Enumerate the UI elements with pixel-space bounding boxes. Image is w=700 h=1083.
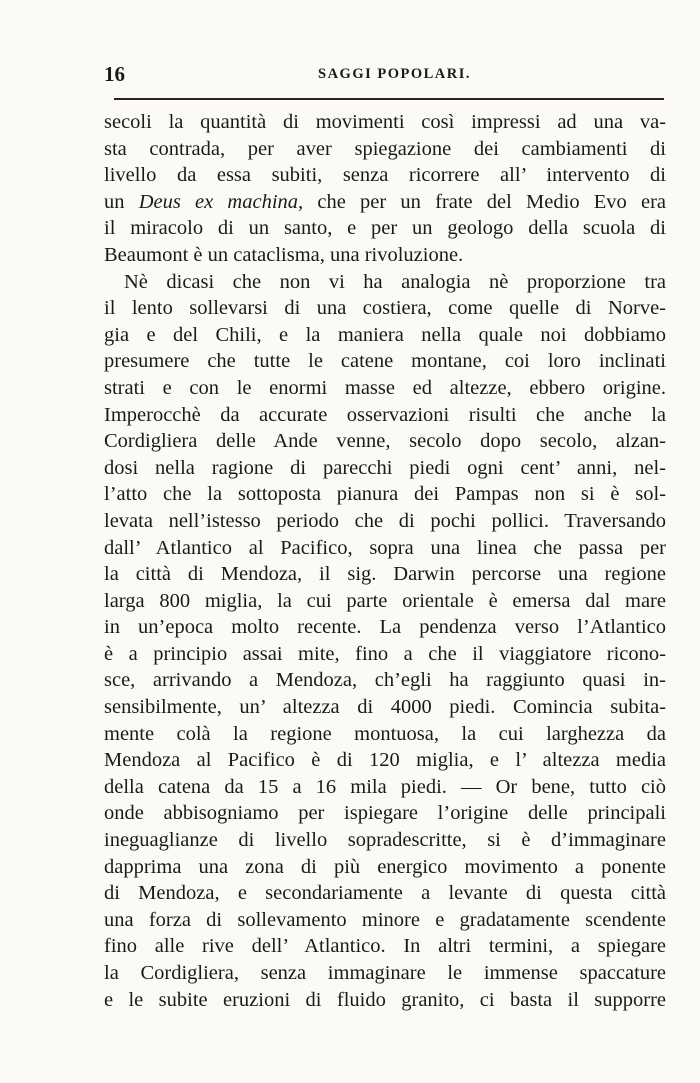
running-title: SAGGI POPOLARI. — [318, 66, 472, 82]
text-line: dapprima una zona di più energico movimento a ponente — [104, 855, 666, 878]
text-line: della catena da 15 a 16 mila piedi. — Or bene, tutto ciò — [104, 775, 666, 798]
text-line: strati e con le enormi masse ed altezze, ebbero origine. — [104, 376, 666, 399]
text-line: mente colà la regione montuosa, la cui larghezza da — [104, 722, 666, 745]
text-line: secoli la quantità di movimenti così impressi ad una va- — [104, 111, 666, 133]
text-line: larga 800 miglia, la cui parte orientale è emersa dal mare — [104, 589, 666, 612]
page-number: 16 — [104, 62, 125, 86]
text-line: sta contrada, per aver spiegazione dei cambiamenti di — [104, 137, 666, 160]
text-line: la Cordigliera, senza immaginare le immense spaccature — [104, 962, 666, 984]
page-header — [104, 62, 668, 88]
text-segment: che per un frate del Medio Evo era — [317, 190, 667, 213]
body-text — [104, 109, 666, 1013]
text-line: di Mendoza, e secondariamente a levante di questa città — [104, 882, 666, 905]
text-line: in un’epoca molto recente. La pendenza verso l’Atlantico — [104, 616, 666, 639]
text-line: il lento sollevarsi di una costiera, come quelle di Norve- — [104, 297, 666, 320]
header-rule — [114, 98, 664, 100]
text-line: Beaumont è un cataclisma, una rivoluzione. — [104, 243, 464, 266]
text-line: l’atto che la sottoposta pianura dei Pampas non si è sol- — [104, 483, 666, 506]
text-line: fino alle rive dell’ Atlantico. In altri termini, a spiegare — [104, 935, 666, 958]
paragraph-first-line: Nè dicasi che non vi ha analogia nè proporzione tra — [124, 270, 666, 293]
text-line: dall’ Atlantico al Pacifico, sopra una linea che passa per — [104, 536, 666, 559]
text-segment: un — [104, 190, 125, 213]
text-line: presumere che tutte le catene montane, coi loro inclinati — [104, 350, 666, 373]
text-line: gia e del Chili, e la maniera nella quale noi dobbiamo — [104, 323, 666, 346]
text-line — [104, 189, 666, 216]
italic-phrase: Deus ex machina, — [138, 190, 304, 213]
text-line: onde abbisogniamo per ispiegare l’origine delle principali — [104, 802, 666, 825]
text-line: sce, arrivando a Mendoza, ch’egli ha raggiunto quasi in- — [104, 669, 666, 692]
text-line: Mendoza al Pacifico è di 120 miglia, e l’ altezza media — [104, 749, 666, 772]
text-line: Imperocchè da accurate osservazioni risulti che anche la — [104, 403, 666, 426]
text-line: levata nell’istesso periodo che di pochi pollici. Traversando — [104, 509, 666, 532]
text-line: ineguaglianze di livello sopradescritte, si è d’immaginare — [104, 829, 666, 852]
text-line: la città di Mendoza, il sig. Darwin percorse una regione — [104, 563, 666, 586]
text-line: sensibilmente, un’ altezza di 4000 piedi. Comincia subita- — [104, 696, 666, 719]
text-line: il miracolo di un santo, e per un geologo della scuola di — [104, 217, 666, 240]
text-line: dosi nella ragione di parecchi piedi ogni cent’ anni, nel- — [104, 456, 666, 479]
text-line: una forza di sollevamento minore e gradatamente scendente — [104, 908, 666, 931]
text-line: e le subite eruzioni di fluido granito, ci basta il supporre — [104, 988, 666, 1011]
text-line: è a principio assai mite, fino a che il viaggiatore ricono- — [104, 642, 666, 665]
text-line: Cordigliera delle Ande venne, secolo dopo secolo, alzan- — [104, 430, 666, 453]
text-line: livello da essa subiti, senza ricorrere all’ intervento di — [104, 164, 666, 187]
